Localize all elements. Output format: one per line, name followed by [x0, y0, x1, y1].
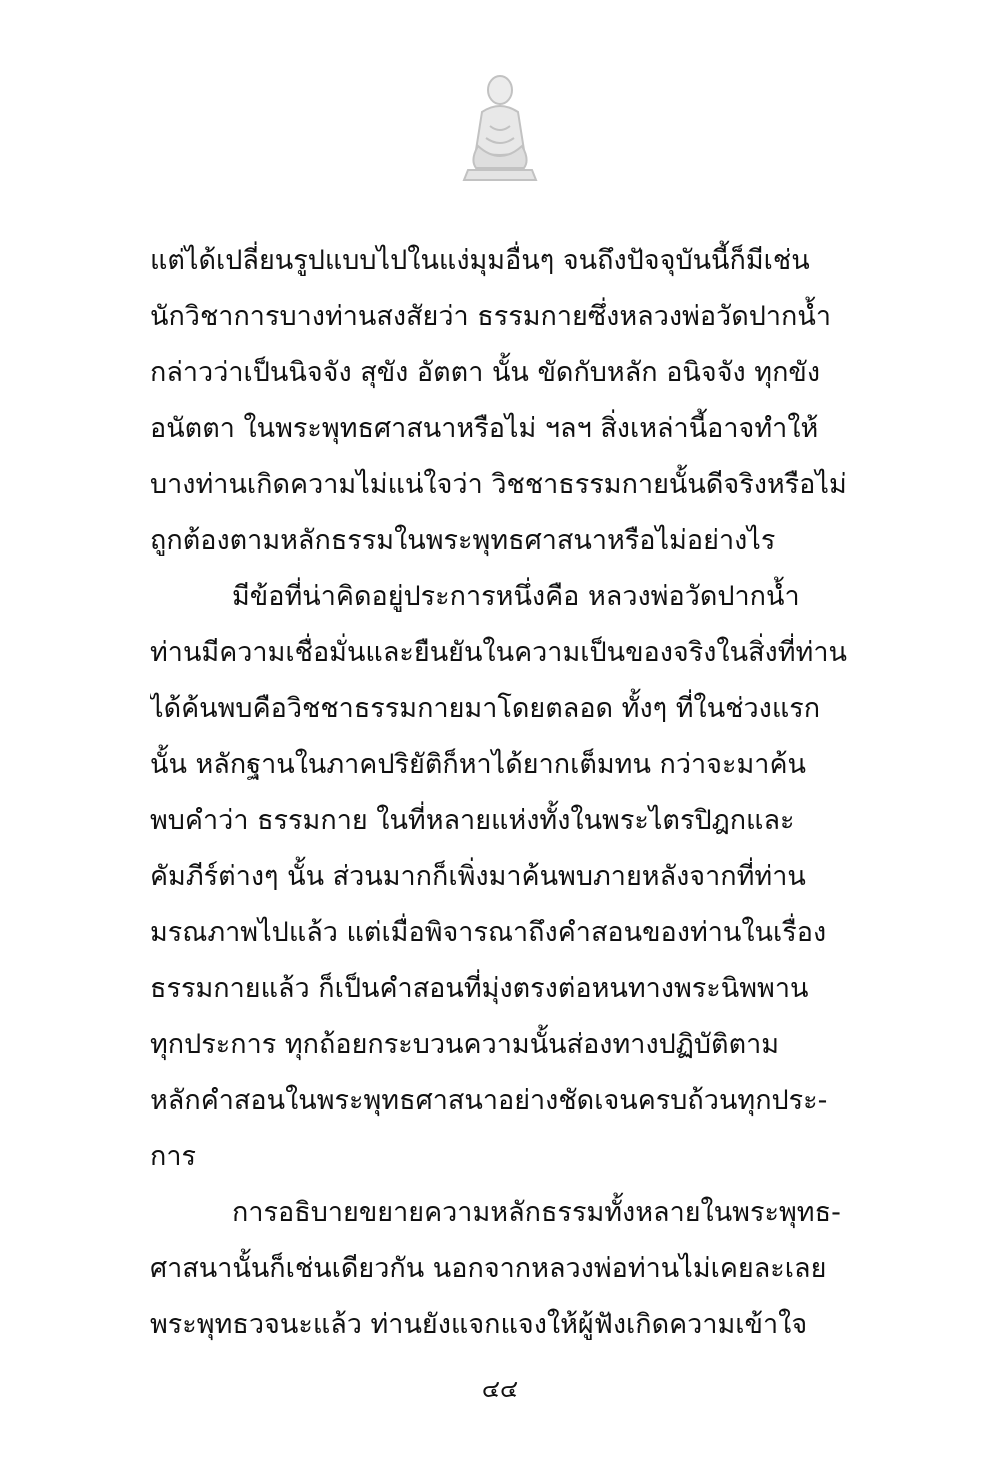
text-line: ได้ค้นพบคือวิชชาธรรมกายมาโดยตลอด ทั้งๆ ที่ในช่วงแรก: [150, 693, 821, 724]
text-line: ธรรมกายแล้ว ก็เป็นคำสอนที่มุ่งตรงต่อหนทางพระนิพพาน: [150, 973, 809, 1004]
text-line: บางท่านเกิดความไม่แน่ใจว่า วิชชาธรรมกายนั้นดีจริงหรือไม่: [150, 469, 847, 500]
text-line: การอธิบายขยายความหลักธรรมทั้งหลายในพระพุทธ-: [232, 1197, 841, 1228]
body-text: [150, 233, 850, 1353]
text-line: มีข้อที่น่าคิดอยู่ประการหนึ่งคือ หลวงพ่อวัดปากน้ำ: [232, 581, 800, 612]
text-line: นักวิชาการบางท่านสงสัยว่า ธรรมกายซึ่งหลวงพ่อวัดปากน้ำ: [150, 301, 832, 332]
text-line: แต่ได้เปลี่ยนรูปแบบไปในแง่มุมอื่นๆ จนถึงปัจจุบันนี้ก็มีเช่น: [150, 245, 810, 276]
text-line: พระพุทธวจนะแล้ว ท่านยังแจกแจงให้ผู้ฟังเกิดความเข้าใจ: [150, 1309, 808, 1340]
text-line: คัมภีร์ต่างๆ นั้น ส่วนมากก็เพิ่งมาค้นพบภายหลังจากที่ท่าน: [150, 861, 806, 892]
text-line: กล่าวว่าเป็นนิจจัง สุขัง อัตตา นั้น ขัดกับหลัก อนิจจัง ทุกขัง: [150, 357, 821, 388]
text-line: มรณภาพไปแล้ว แต่เมื่อพิจารณาถึงคำสอนของท่านในเรื่อง: [150, 917, 827, 948]
seated-monk-icon: [450, 68, 550, 188]
page-number: ๔๔: [481, 1375, 519, 1403]
text-line: อนัตตา ในพระพุทธศาสนาหรือไม่ ฯลฯ สิ่งเหล่านี้อาจทำให้: [150, 413, 819, 444]
text-line: การ: [150, 1141, 197, 1172]
text-line: ถูกต้องตามหลักธรรมในพระพุทธศาสนาหรือไม่อย่างไร: [150, 525, 776, 556]
text-line: ศาสนานั้นก็เช่นเดียวกัน นอกจากหลวงพ่อท่านไม่เคยละเลย: [150, 1253, 827, 1284]
text-line: ท่านมีความเชื่อมั่นและยืนยันในความเป็นของจริงในสิ่งที่ท่าน: [150, 637, 847, 668]
text-line: นั้น หลักฐานในภาคปริยัติก็หาได้ยากเต็มทน กว่าจะมาค้น: [150, 749, 806, 780]
text-line: ทุกประการ ทุกถ้อยกระบวนความนั้นส่องทางปฏิบัติตาม: [150, 1029, 780, 1060]
text-line: พบคำว่า ธรรมกาย ในที่หลายแห่งทั้งในพระไตรปิฎกและ: [150, 805, 795, 836]
text-line: หลักคำสอนในพระพุทธศาสนาอย่างชัดเจนครบถ้วนทุกประ-: [150, 1085, 828, 1116]
